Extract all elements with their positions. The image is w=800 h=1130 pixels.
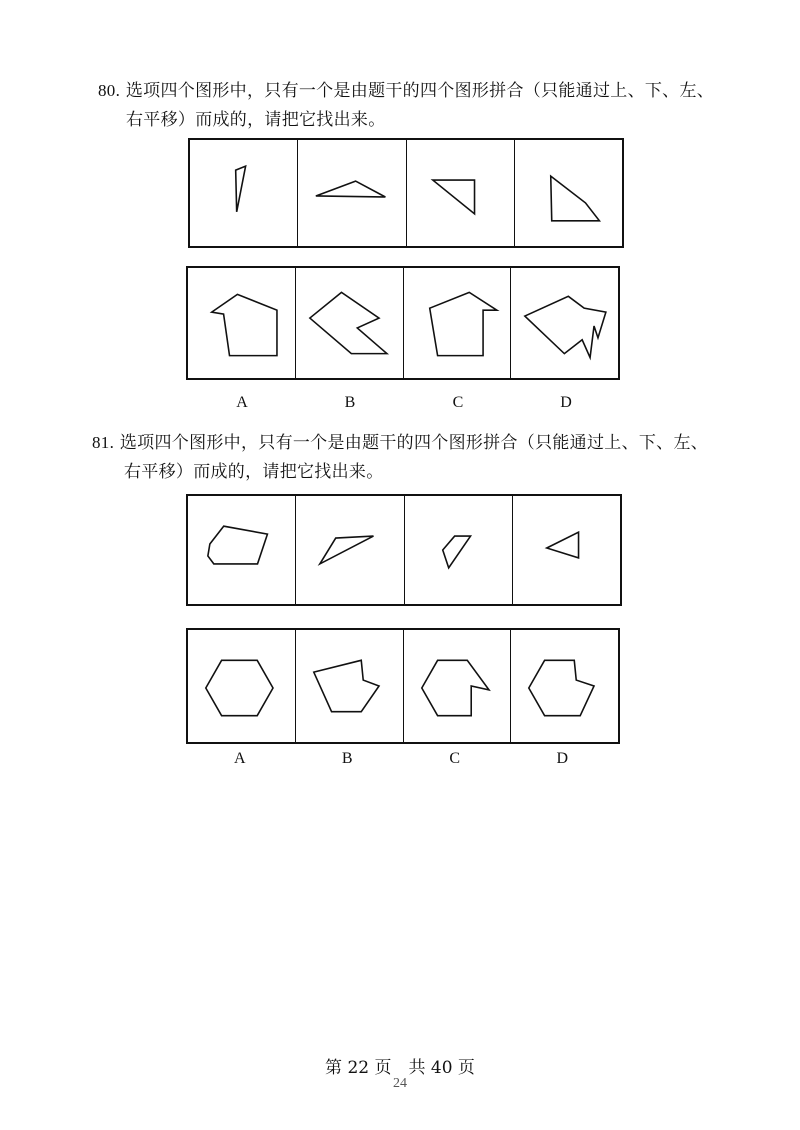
stem-shape-right-triangle [432, 180, 474, 214]
option-c-cell[interactable] [403, 630, 511, 742]
page-footer: 第 22 页 共 40 页 [325, 1058, 475, 1078]
stem-shape-flat-triangle [316, 181, 386, 197]
option-a-shape [206, 660, 273, 715]
option-a-cell[interactable] [188, 268, 295, 378]
question-80-option-labels [188, 394, 620, 412]
option-b-shape [310, 292, 387, 353]
option-d-shape [529, 660, 594, 715]
question-81-line1: 81. 选项四个图形中，只有一个是由题干的四个图形拼合（只能通过上、下、左、 [92, 433, 709, 453]
question-80-options-grid [186, 266, 620, 380]
option-b-cell[interactable] [295, 268, 403, 378]
option-d-cell[interactable] [510, 268, 618, 378]
option-d-cell[interactable] [510, 630, 618, 742]
stem-cell [406, 140, 514, 246]
option-b-shape [314, 660, 379, 711]
option-c-shape [421, 660, 488, 715]
sheet-number: 24 [393, 1076, 407, 1091]
option-d-label[interactable]: D [556, 750, 569, 767]
question-80-text [98, 76, 738, 135]
question-81-options-grid [186, 628, 620, 744]
option-b-cell[interactable] [295, 630, 403, 742]
option-c-label[interactable]: C [449, 750, 461, 767]
option-a-label[interactable]: A [233, 750, 246, 767]
question-80-stem-grid [188, 138, 624, 248]
question-number: 80. [98, 81, 121, 100]
stem-cell [514, 140, 622, 246]
stem-cell [295, 496, 403, 604]
question-81-option-labels [186, 750, 616, 768]
stem-shape-quadrilateral [551, 176, 600, 221]
stem-shape-small-triangle [547, 532, 579, 558]
option-a-cell[interactable] [188, 630, 295, 742]
option-b-label[interactable]: B [341, 750, 353, 767]
option-a-label[interactable]: A [236, 394, 248, 411]
option-d-shape [525, 296, 606, 357]
question-80-line1: 80. 选项四个图形中，只有一个是由题干的四个图形拼合（只能通过上、下、左、 [98, 81, 715, 101]
stem-shape-slender-triangle [236, 166, 246, 212]
option-b-label[interactable]: B [344, 394, 356, 411]
stem-shape-triangle-2 [442, 536, 470, 568]
question-number: 81. [92, 433, 115, 452]
stem-shape-pentagon [208, 526, 268, 564]
stem-cell [297, 140, 405, 246]
option-c-cell[interactable] [403, 268, 511, 378]
question-81-stem-grid [186, 494, 622, 606]
stem-shape-triangle-1 [320, 536, 374, 564]
stem-cell [188, 496, 295, 604]
stem-cell [512, 496, 620, 604]
question-80-line2: 右平移）而成的，请把它找出来。 [126, 110, 386, 130]
stem-cell [404, 496, 512, 604]
question-81-text [92, 428, 742, 487]
option-c-shape [429, 292, 496, 355]
option-c-label[interactable]: C [452, 394, 464, 411]
option-a-shape [212, 294, 277, 355]
stem-cell [190, 140, 297, 246]
option-d-label[interactable]: D [560, 394, 572, 411]
question-81-line2: 右平移）而成的，请把它找出来。 [124, 462, 384, 482]
